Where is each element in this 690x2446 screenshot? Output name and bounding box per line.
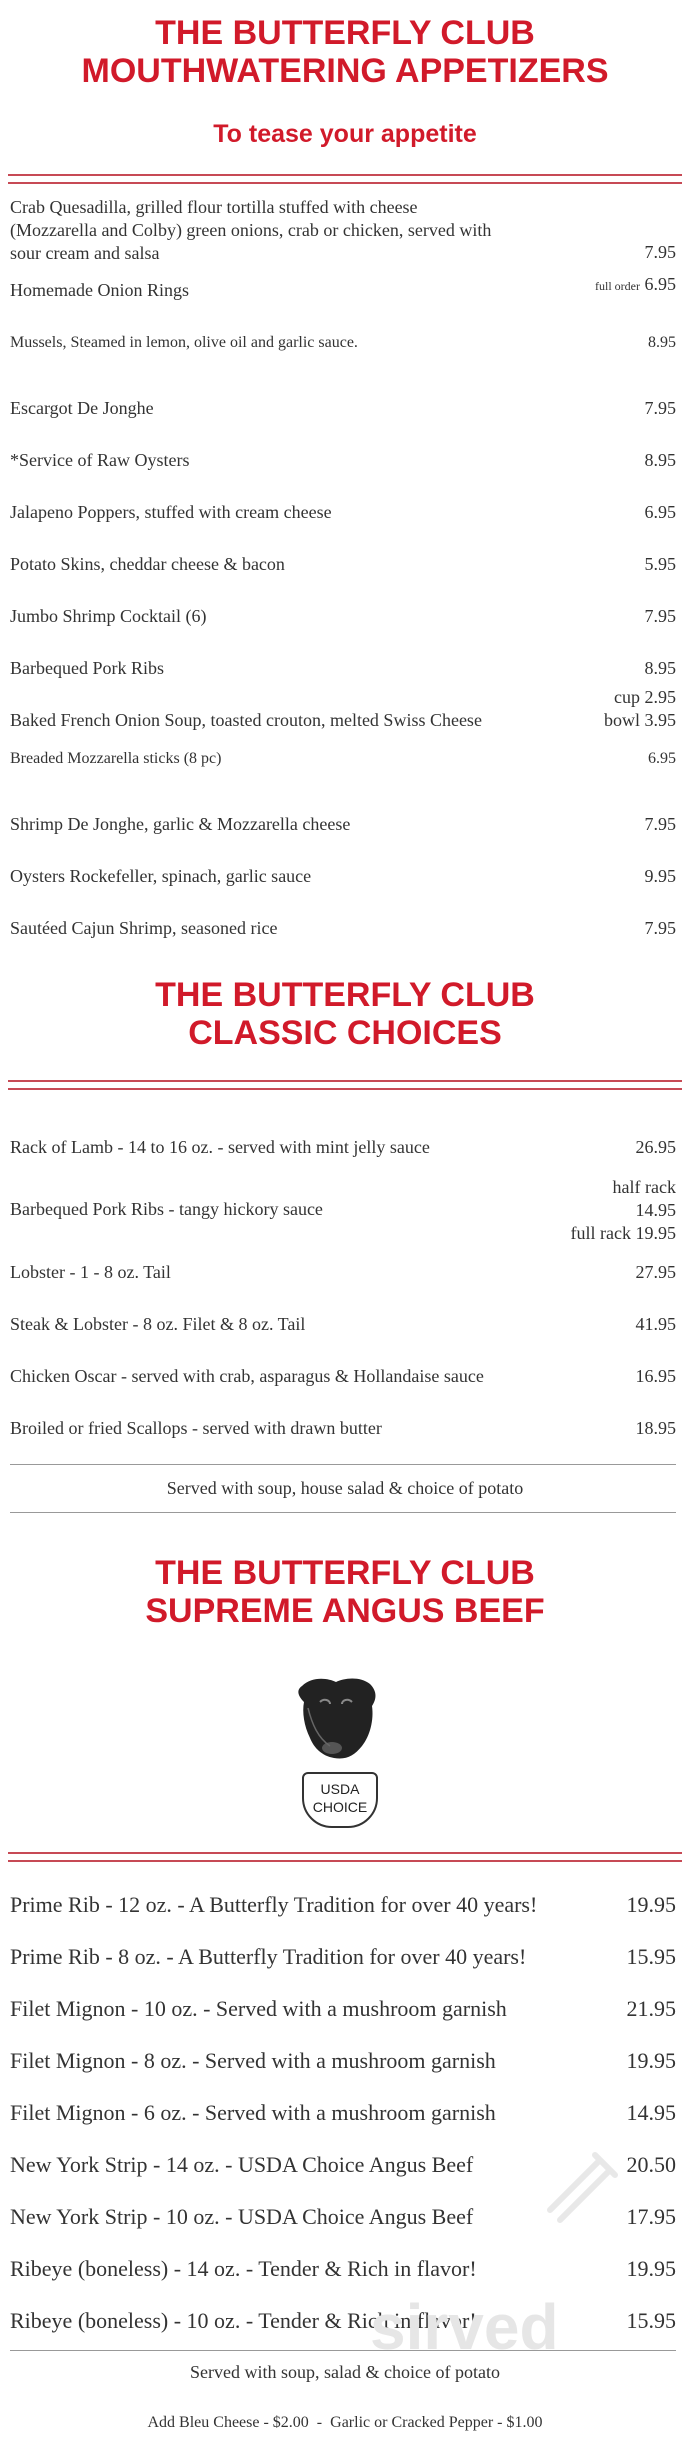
item-name: Breaded Mozzarella sticks (8 pc) (10, 750, 222, 767)
item-price: 15.95 (626, 1944, 676, 1969)
beef-addons: Add Bleu Cheese - $2.00 - Garlic or Cracked Pepper - $1.00 (147, 2414, 543, 2431)
item-name: Barbequed Pork Ribs (10, 658, 164, 678)
item-name (10, 196, 491, 265)
item-name: Rack of Lamb - 14 to 16 oz. - served with mint jelly sauce (10, 1137, 430, 1157)
item-price: 26.95 (635, 1137, 676, 1157)
item-name: Baked French Onion Soup, toasted crouton, melted Swiss Cheese (10, 710, 482, 730)
item-name: Jumbo Shrimp Cocktail (6) (10, 606, 207, 626)
item-price: 6.95 (644, 502, 676, 522)
item-name: Barbequed Pork Ribs - tangy hickory sauce (10, 1199, 323, 1219)
divider (10, 1464, 676, 1465)
item-name: Filet Mignon - 8 oz. - Served with a mushroom garnish (10, 2048, 496, 2073)
item-price: 27.95 (635, 1262, 676, 1282)
list-item (10, 196, 676, 266)
item-price: 15.95 (626, 2308, 676, 2333)
item-price: 14.95 (626, 2100, 676, 2125)
divider (10, 1512, 676, 1513)
item-price: 21.95 (626, 1996, 676, 2021)
item-name: Filet Mignon - 6 oz. - Served with a mushroom garnish (10, 2100, 496, 2125)
appetizers-subtitle: To tease your appetite (213, 120, 477, 148)
item-name-line: (Mozzarella and Colby) green onions, crab or chicken, served with (10, 220, 492, 240)
item-price: 20.50 (626, 2152, 676, 2177)
item-price (571, 1176, 676, 1245)
item-price: 7.95 (644, 398, 676, 418)
item-name: *Service of Raw Oysters (10, 450, 190, 470)
section-divider (8, 1080, 682, 1090)
item-price (604, 686, 676, 732)
price-half-rack-label: half rack (612, 1177, 676, 1197)
appetizers-title-line1: THE BUTTERFLY CLUB (155, 14, 535, 52)
usda-choice-badge (302, 1772, 378, 1828)
section-divider (8, 174, 682, 184)
price-cup: cup 2.95 (614, 687, 676, 707)
item-name: Ribeye (boneless) - 10 oz. - Tender & Rich in flavor! (10, 2308, 477, 2333)
item-price: 19.95 (626, 2048, 676, 2073)
item-name: New York Strip - 10 oz. - USDA Choice Angus Beef (10, 2204, 474, 2229)
item-name-line: Crab Quesadilla, grilled flour tortilla stuffed with cheese (10, 197, 418, 217)
fork-knife-icon (540, 2140, 630, 2230)
item-price (595, 274, 676, 295)
classic-title-line1: THE BUTTERFLY CLUB (155, 976, 535, 1014)
item-price: 7.95 (644, 814, 676, 834)
badge-line: CHOICE (312, 1799, 368, 1815)
item-price: 9.95 (644, 866, 676, 886)
item-price: 41.95 (635, 1314, 676, 1334)
item-name: Chicken Oscar - served with crab, asparagus & Hollandaise sauce (10, 1366, 484, 1386)
item-name: Lobster - 1 - 8 oz. Tail (10, 1262, 171, 1282)
item-price: 16.95 (635, 1366, 676, 1386)
price-note: full order (595, 279, 640, 293)
price-value: 6.95 (644, 274, 676, 294)
list-item (10, 1176, 676, 1248)
list-item (10, 686, 676, 734)
usda-choice-logo (290, 1668, 390, 1838)
item-name: Escargot De Jonghe (10, 398, 154, 418)
item-name: New York Strip - 14 oz. - USDA Choice Angus Beef (10, 2152, 474, 2177)
item-name: Jalapeno Poppers, stuffed with cream cheese (10, 502, 332, 522)
item-price: 6.95 (648, 750, 676, 767)
item-name: Mussels, Steamed in lemon, olive oil and garlic sauce. (10, 334, 358, 351)
item-price: 19.95 (626, 1892, 676, 1917)
item-name: Oysters Rockefeller, spinach, garlic sauce (10, 866, 312, 886)
item-name: Broiled or fried Scallops - served with drawn butter (10, 1418, 382, 1438)
item-name: Homemade Onion Rings (10, 280, 189, 300)
item-name: Sautéed Cajun Shrimp, seasoned rice (10, 918, 278, 938)
item-name: Ribeye (boneless) - 14 oz. - Tender & Rich in flavor! (10, 2256, 477, 2281)
item-name: Filet Mignon - 10 oz. - Served with a mushroom garnish (10, 1996, 507, 2021)
item-name: Shrimp De Jonghe, garlic & Mozzarella cheese (10, 814, 351, 834)
appetizers-heading (0, 14, 690, 90)
item-price: 5.95 (644, 554, 676, 574)
divider (10, 2350, 676, 2351)
classic-title-line2: CLASSIC CHOICES (188, 1014, 502, 1052)
item-price: 8.95 (644, 450, 676, 470)
beef-served-note: Served with soup, salad & choice of potato (190, 2362, 500, 2382)
item-price: 7.95 (644, 606, 676, 626)
item-price: 19.95 (626, 2256, 676, 2281)
price-bowl: bowl 3.95 (604, 710, 676, 730)
item-price: 8.95 (644, 658, 676, 678)
badge-line: USDA (320, 1781, 360, 1797)
beef-title-line1: THE BUTTERFLY CLUB (155, 1554, 535, 1592)
item-price: 7.95 (644, 242, 676, 262)
item-name: Steak & Lobster - 8 oz. Filet & 8 oz. Tail (10, 1314, 306, 1334)
item-price: 7.95 (644, 918, 676, 938)
beef-title-line2: SUPREME ANGUS BEEF (145, 1592, 545, 1630)
appetizers-title-line2: MOUTHWATERING APPETIZERS (81, 52, 609, 90)
item-price: 17.95 (626, 2204, 676, 2229)
classic-heading (0, 976, 690, 1052)
section-divider (8, 1852, 682, 1862)
item-price: 8.95 (648, 334, 676, 351)
item-name: Prime Rib - 12 oz. - A Butterfly Tradition for over 40 years! (10, 1892, 538, 1917)
item-name: Potato Skins, cheddar cheese & bacon (10, 554, 285, 574)
item-name-line: sour cream and salsa (10, 243, 160, 263)
price-full-rack: full rack 19.95 (570, 1223, 676, 1243)
classic-served-note: Served with soup, house salad & choice of potato (166, 1478, 524, 1498)
price-half-rack: 14.95 (635, 1200, 676, 1220)
item-name: Prime Rib - 8 oz. - A Butterfly Tradition for over 40 years! (10, 1944, 527, 1969)
beef-heading (0, 1554, 690, 1630)
item-price: 18.95 (635, 1418, 676, 1438)
watermark-logo: sirved (370, 2291, 559, 2363)
